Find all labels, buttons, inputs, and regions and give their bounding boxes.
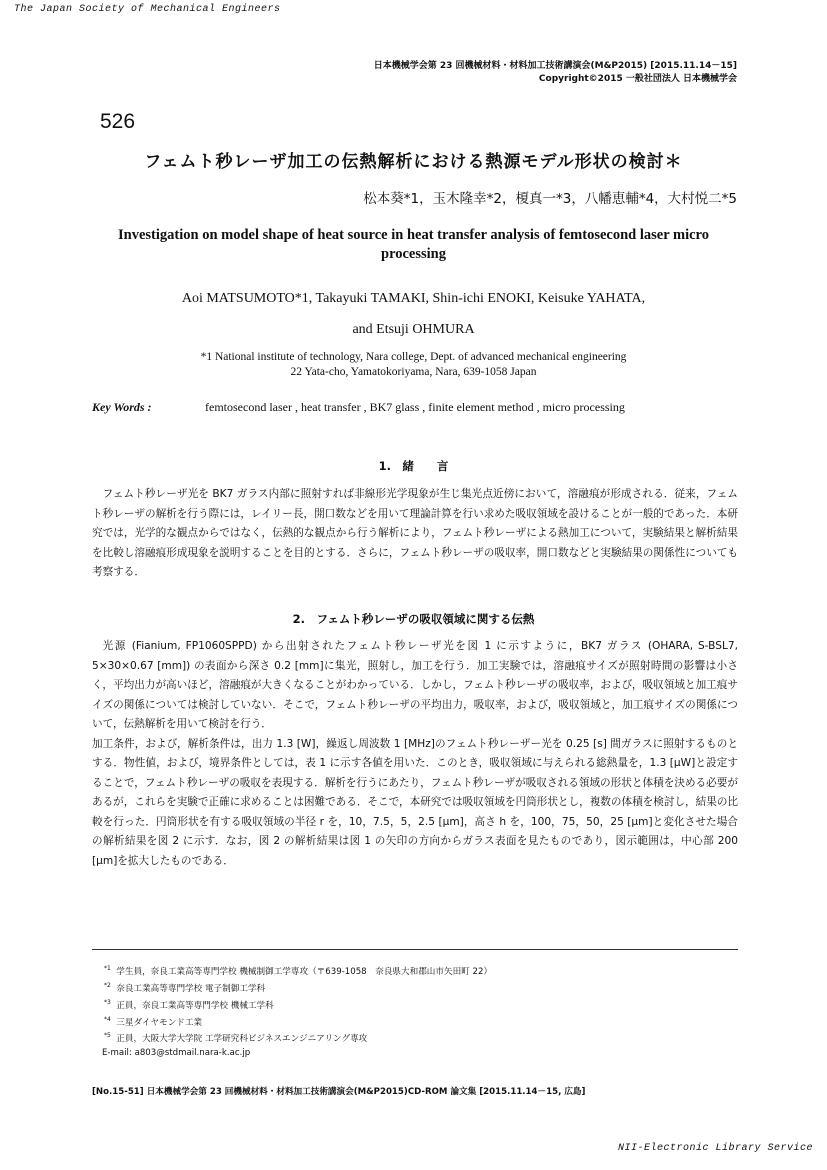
affiliation-line: *1 National institute of technology, Nara college, Dept. of advanced mechanical engineering <box>200 351 627 363</box>
affiliation-address: 22 Yata-cho, Yamatokoriyama, Nara, 639-1058 Japan <box>290 366 537 378</box>
paragraph: 加工条件，および，解析条件は，出力 1.3 [W]，繰返し周波数 1 [MHz]のフェムト秒レーザー光を 0.25 [s] 間ガラスに照射するものとする．物性値，および，境界条件としては，表 1 に示す各値を用いた．このとき，吸収領域に与えられる総熱量を，1.3 [μW]と設定することで，フェムト秒レーザの吸収を表現する．解析を行うにあたり，フェムト秒レーザが吸収される領域の形状と体積を決める必要があるが，これらを実験で正確に求めることは困難である．そこで，本研究では吸収領域を円筒形状とし，複数の体積を検討し，結果の比較を行った．円筒形状を有する吸収領域の半径 r を，10，7.5，5，2.5 [μm]，高さ h を，100，75，50，25 [μm]と変化させた場合の解析結果を図 2 に示す．なお，図 2 の解析結果は図 1 の矢印の方向からガラス表面を見たものであり，図示範囲は，中心部 200 [μm]を拡大したものである． <box>92 737 739 867</box>
title-japanese: フェムト秒レーザ加工の伝熱解析における熱源モデル形状の検討＊ <box>144 152 683 172</box>
paragraph: 光源 (Fianium, FP1060SPPD) から出射されたフェムト秒レーザ光を図 1 に示すように，BK7 ガラス (OHARA, S-BSL7, 5×30×0.67 [mm]) の表面から深さ 0.2 [mm]に集光，照射し，加工を行う．加工実験では，溶融痕サイズが照射時間の影響は小さく，平均出力が高いほど，溶融痕が大きくなることがわかっている．しかし，フェムト秒レーザの吸収率，および，吸収領域と加工痕サイズの関係については検討していない．そこで，フェムト秒レーザの平均出力，吸収率，および，吸収領域と，加工痕サイズの関係について，伝熱解析を用いて検討を行う． <box>92 640 738 730</box>
society-watermark: The Japan Society of Mechanical Engineers <box>14 4 281 15</box>
authors-japanese: 松本葵*1，玉木隆幸*2，榎真一*3，八幡恵輔*4，大村悦二*5 <box>363 191 737 207</box>
paper-number: 526 <box>100 110 136 133</box>
footnote: $^{*5}$ 正員，大阪大学大学院 工学研究科ビジネスエンジニアリング専攻 <box>104 1032 368 1045</box>
affiliation <box>92 350 735 380</box>
footnotes <box>104 962 492 1060</box>
proceedings-footer: [No.15-51] 日本機械学会第 23 回機械材料・材料加工技術講演会(M&P2015)CD-ROM 論文集 [2015.11.14－15, 広島] <box>92 1087 586 1097</box>
title-english: Investigation on model shape of heat source in heat transfer analysis of femtosecond laser micro processing <box>118 227 709 262</box>
keywords: femtosecond laser , heat transfer , BK7 glass , finite element method , micro processing <box>205 400 625 414</box>
conference-line: 日本機械学会第 23 回機械材料・材料加工技術講演会(M&P2015) [2015.11.14－15] <box>373 61 737 71</box>
footnote: $^{*3}$ 正員，奈良工業高等専門学校 機械工学科 <box>104 998 274 1011</box>
section-heading-absorption: 2. フェムト秒レーザの吸収領域に関する伝熱 <box>292 612 535 626</box>
authors-english-line: Aoi MATSUMOTO*1, Takayuki TAMAKI, Shin-ichi ENOKI, Keisuke YAHATA, <box>181 291 646 306</box>
footnote-email: E-mail: a803@stdmail.nara-k.ac.jp <box>102 1048 251 1059</box>
keywords-label: Key Words : <box>92 400 152 414</box>
library-watermark: NII-Electronic Library Service <box>617 1143 813 1154</box>
section-body-absorption <box>92 637 738 871</box>
footnote: $^{*2}$ 奈良工業高等専門学校 電子制御工学科 <box>104 981 266 994</box>
copyright-line: Copyright©2015 一般社団法人 日本機械学会 <box>538 74 737 84</box>
section-heading-introduction: 1. 緒 言 <box>378 459 449 473</box>
section-body-introduction <box>92 485 738 583</box>
paragraph: フェムト秒レーザ光を BK7 ガラス内部に照射すれば非線形光学現象が生じ集光点近傍において，溶融痕が形成される．従来，フェムト秒レーザの解析を行う際には，レイリー長，開口数などを用いて理論計算を行い求めた吸収領域を設けることが一般的であった．本研究では，光学的な観点からではなく，伝熱的な観点から行う解析により，フェムト秒レーザによる熱加工について，実験結果と解析結果を比較し溶融痕形成現象を説明することを目的とする．さらに，フェムト秒レーザの吸収率，開口数などと実験結果の関係性についても考察する． <box>92 488 738 578</box>
conference-header <box>374 60 737 86</box>
authors-english-line: and Etsuji OHMURA <box>352 322 475 337</box>
footnote: $^{*1}$ 学生員，奈良工業高等専門学校 機械制御工学専攻（〒639-1058 奈良県大和郡山市矢田町 22） <box>104 965 493 977</box>
footnote-divider <box>92 949 738 950</box>
authors-english <box>92 283 735 345</box>
footnote: $^{*4}$ 三星ダイヤモンド工業 <box>104 1015 203 1028</box>
